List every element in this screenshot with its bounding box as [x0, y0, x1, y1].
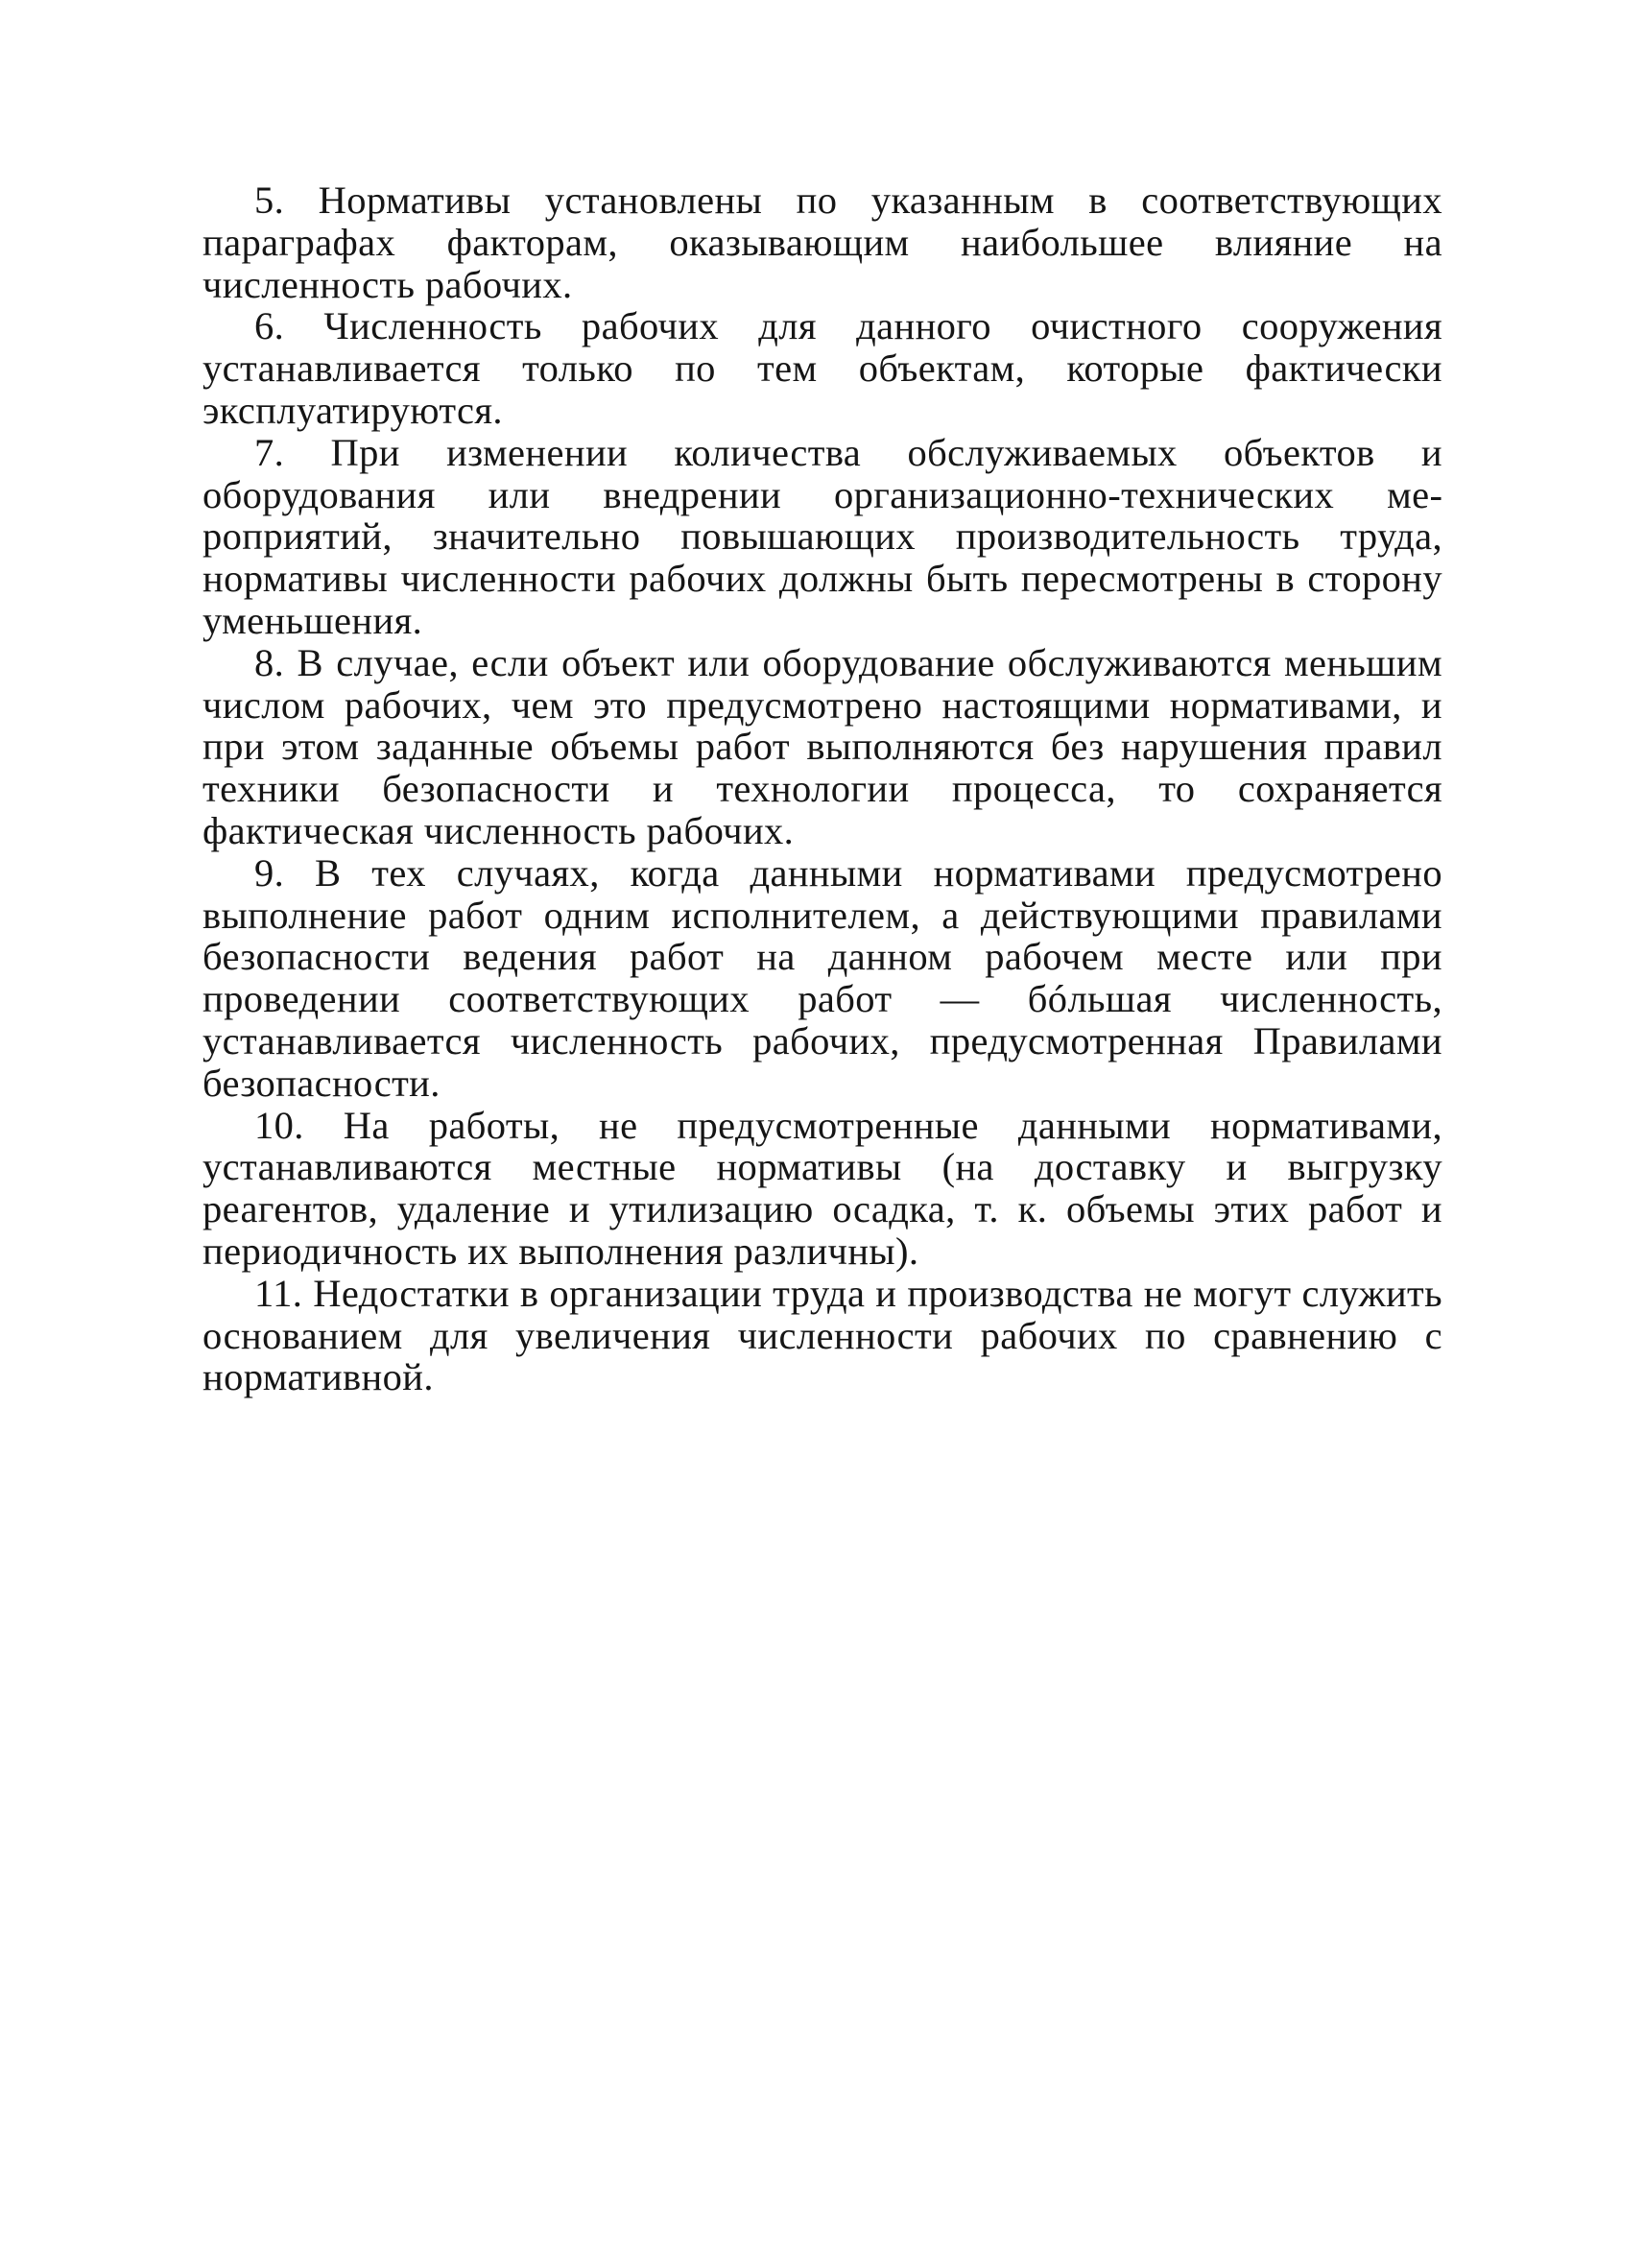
paragraph-11: 11. Недостатки в организации труда и производства не могут служить основанием для увеличения численности рабочих по сравнению с нормативной. [203, 1271, 1442, 1399]
paragraph-10: 10. На работы, не предусмотренные данными нормативами, устанавливаются местные нормативы (на доставку и выгрузку реагентов, удаление и утилизацию осадка, т. к. объемы этих работ и периодичность их выполнения различны). [203, 1103, 1442, 1273]
paragraph-5: 5. Нормативы установлены по указанным в соответствующих параграфах факторам, оказывающим наибольшее влияние на численность рабочих. [203, 179, 1442, 306]
paragraph-9: 9. В тех случаях, когда данными нормативами предусмотрено выполнение работ одним исполнителем, а действующими правилами безопасности ведения работ на данном рабочем месте или при проведении соответствующих работ — бóльшая численность, устанавливается численность рабочих, предусмотренная Правилами безопасности. [203, 850, 1442, 1105]
paragraph-6: 6. Численность рабочих для данного очистного сооружения устанавливается только по тем объектам, которые фактически эксплуатируются. [203, 304, 1442, 432]
paragraph-8: 8. В случае, если объект или оборудование обслуживаются меньшим числом рабочих, чем это предусмотрено настоящими нормативами, и при этом заданные объемы работ выполняются без нарушения правил техники безопасности и технологии процесса, то сохраняется фактическая численность рабочих. [203, 640, 1442, 852]
paragraph-7: 7. При изменении количества обслуживаемых объектов и оборудования или внедрении организационно-технических мероприятий, значительно повышающих производительность труда, нормативы численности рабочих должны быть пересмотрены в сторону уменьшения. [203, 430, 1442, 642]
document-body [203, 179, 1442, 1398]
